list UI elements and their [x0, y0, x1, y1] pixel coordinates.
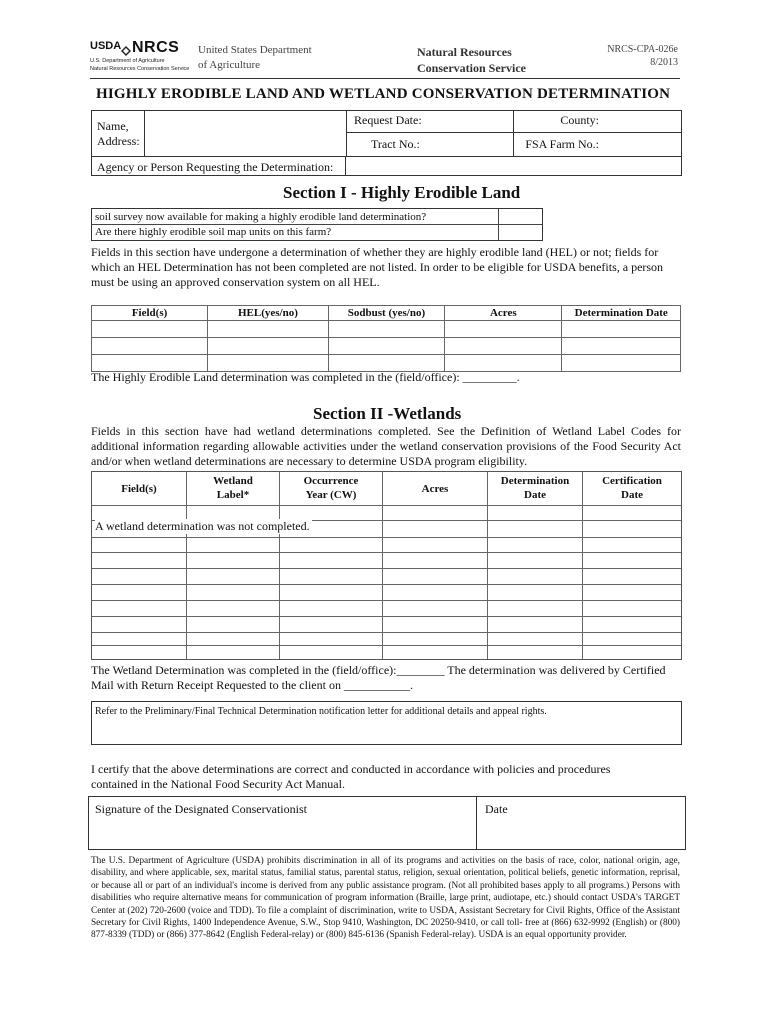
- refer-notice-text: Refer to the Preliminary/Final Technical Determination notification letter for additional details and appeal rights.: [95, 706, 547, 717]
- agency-name: [417, 44, 526, 76]
- header-divider: [90, 78, 680, 79]
- col-sodbust: Sodbust (yes/no): [328, 306, 444, 321]
- date-field[interactable]: [478, 819, 683, 847]
- col-fields: Field(s): [92, 306, 208, 321]
- request-date-label: Request Date:: [354, 113, 422, 127]
- section-2-intro: Fields in this section have had wetland determinations completed. See the Definition of Wetland Label Codes for additional information regarding allowable activities under the wetland conservation provisions of the Food Security Act and/or when wetland determinations are necessary to determine USDA program eligibility.: [91, 424, 681, 468]
- wetland-completed-line-2: Mail with Return Receipt Requested to the client on ___________.: [91, 678, 413, 692]
- logo-subtitle-1: U.S. Department of Agriculture: [90, 58, 165, 64]
- usda-logo-text: USDA: [90, 40, 122, 52]
- certify-line-2: contained in the National Food Security Act Manual.: [91, 777, 345, 791]
- agency-line-1: Natural Resources: [417, 45, 512, 59]
- hel-completed-line: The Highly Erodible Land determination was completed in the (field/office): _________.: [91, 370, 520, 384]
- tract-label: Tract No.:: [371, 137, 420, 151]
- form-id: [607, 43, 678, 69]
- wetland-table: [91, 471, 682, 660]
- refer-notice-box: [91, 701, 682, 745]
- form-number: NRCS-CPA-026e: [607, 44, 678, 55]
- usda-nrcs-logo: [90, 39, 190, 76]
- table-row: [92, 338, 681, 355]
- wetland-completed-line-1: The Wetland Determination was completed in the (field/office):________ The determination was delivered by Certified: [91, 663, 666, 677]
- wetland-not-completed-text: A wetland determination was not completed.: [95, 519, 310, 533]
- logo-subtitle-2: Natural Resources Conservation Service: [90, 66, 190, 72]
- table-row: [92, 321, 681, 338]
- request-date-field[interactable]: [426, 112, 511, 131]
- fsa-farm-field[interactable]: [600, 134, 680, 155]
- nondiscrimination-statement: The U.S. Department of Agriculture (USDA) prohibits discrimination in all of its programs and activities on the basis of race, color, national origin, age, disability, and where applicable, sex, marital status, familial status, parental status, religion, sexual orientation, political beliefs, genetic information, reprisal, or because all or part of an individual's income is derived from any public assistance program. (Not all prohibited bases apply to all programs.) Persons with disabilities who require alternative means for communication of program information (Braille, large print, audiotape, etc.) should contact USDA's TARGET Center at (202) 720-2600 (voice and TDD). To file a complaint of discrimination, write to USDA, Assistant Secretary for Civil Rights, Office of the Assistant Secretary for Civil Rights, 1400 Independence Avenue, S.W., Stop 9410, Washington, DC 20250-9410, or call toll- free at (866) 632-9992 (English) or (800) 877-8339 (TDD) or (866) 377-8642 (English Federal-relay) or (800) 845-6136 (Spanish Federal-relay). USDA is an equal opportunity provider.: [91, 856, 680, 941]
- nrcs-logo-text: NRCS: [132, 39, 180, 56]
- col-hel: HEL(yes/no): [208, 306, 329, 321]
- section-2-title: Section II -Wetlands: [313, 404, 462, 423]
- dept-line-1: United States Department: [198, 44, 312, 56]
- certify-line-1: I certify that the above determinations are correct and conducted in accordance with policies and procedures: [91, 762, 611, 776]
- agency-line-2: Conservation Service: [417, 61, 526, 75]
- hel-table-header: [92, 306, 681, 321]
- date-label: Date: [485, 802, 508, 816]
- wl-col-fields: Field(s): [121, 483, 157, 495]
- wl-col-label: Wetland Label*: [213, 475, 253, 501]
- hel-fields-table: [91, 305, 681, 372]
- wl-col-certification-date: Certification Date: [602, 475, 662, 501]
- hel-questions-box: [91, 208, 543, 241]
- section-1-intro: Fields in this section have undergone a determination of whether they are highly erodible land (HEL) or not; fields for which an HEL Determination has not been completed are not listed. In order to be eligible for USDA benefits, a person must be using an approved conservation system on all HEL.: [91, 245, 664, 289]
- signature-box: [88, 796, 686, 850]
- name-address-field[interactable]: [145, 112, 345, 155]
- col-determination-date: Determination Date: [562, 306, 681, 321]
- nrcs-leaf-icon: [121, 43, 131, 53]
- agency-requesting-label: Agency or Person Requesting the Determination:: [97, 160, 334, 174]
- section-1-title: Section I - Highly Erodible Land: [283, 183, 521, 202]
- form-date: 8/2013: [650, 57, 678, 68]
- wl-col-determination-date: Determination Date: [500, 475, 570, 501]
- hel-answer-2[interactable]: [499, 225, 541, 239]
- wl-col-occurrence: Occurrence Year (CW): [303, 475, 359, 501]
- address-label: Address:: [97, 134, 140, 148]
- county-label: County:: [560, 113, 599, 127]
- county-field[interactable]: [600, 112, 680, 131]
- tract-field[interactable]: [426, 134, 511, 155]
- requester-info-box: [91, 110, 682, 176]
- fsa-farm-label: FSA Farm No.:: [525, 137, 599, 151]
- col-acres: Acres: [445, 306, 562, 321]
- dept-line-2: of Agriculture: [198, 59, 261, 71]
- agency-requesting-field[interactable]: [347, 158, 680, 174]
- signature-label: Signature of the Designated Conservationist: [95, 802, 307, 816]
- dept-name: [198, 43, 312, 73]
- page-title: HIGHLY ERODIBLE LAND AND WETLAND CONSERVATION DETERMINATION: [96, 86, 671, 102]
- wl-col-acres: Acres: [421, 483, 449, 495]
- name-label: Name,: [97, 119, 129, 133]
- hel-question-1: soil survey now available for making a highly erodible land determination?: [95, 211, 427, 223]
- hel-question-2: Are there highly erodible soil map units on this farm?: [95, 226, 332, 238]
- signature-field[interactable]: [90, 819, 474, 847]
- table-row: [92, 355, 681, 372]
- hel-answer-1[interactable]: [499, 210, 541, 223]
